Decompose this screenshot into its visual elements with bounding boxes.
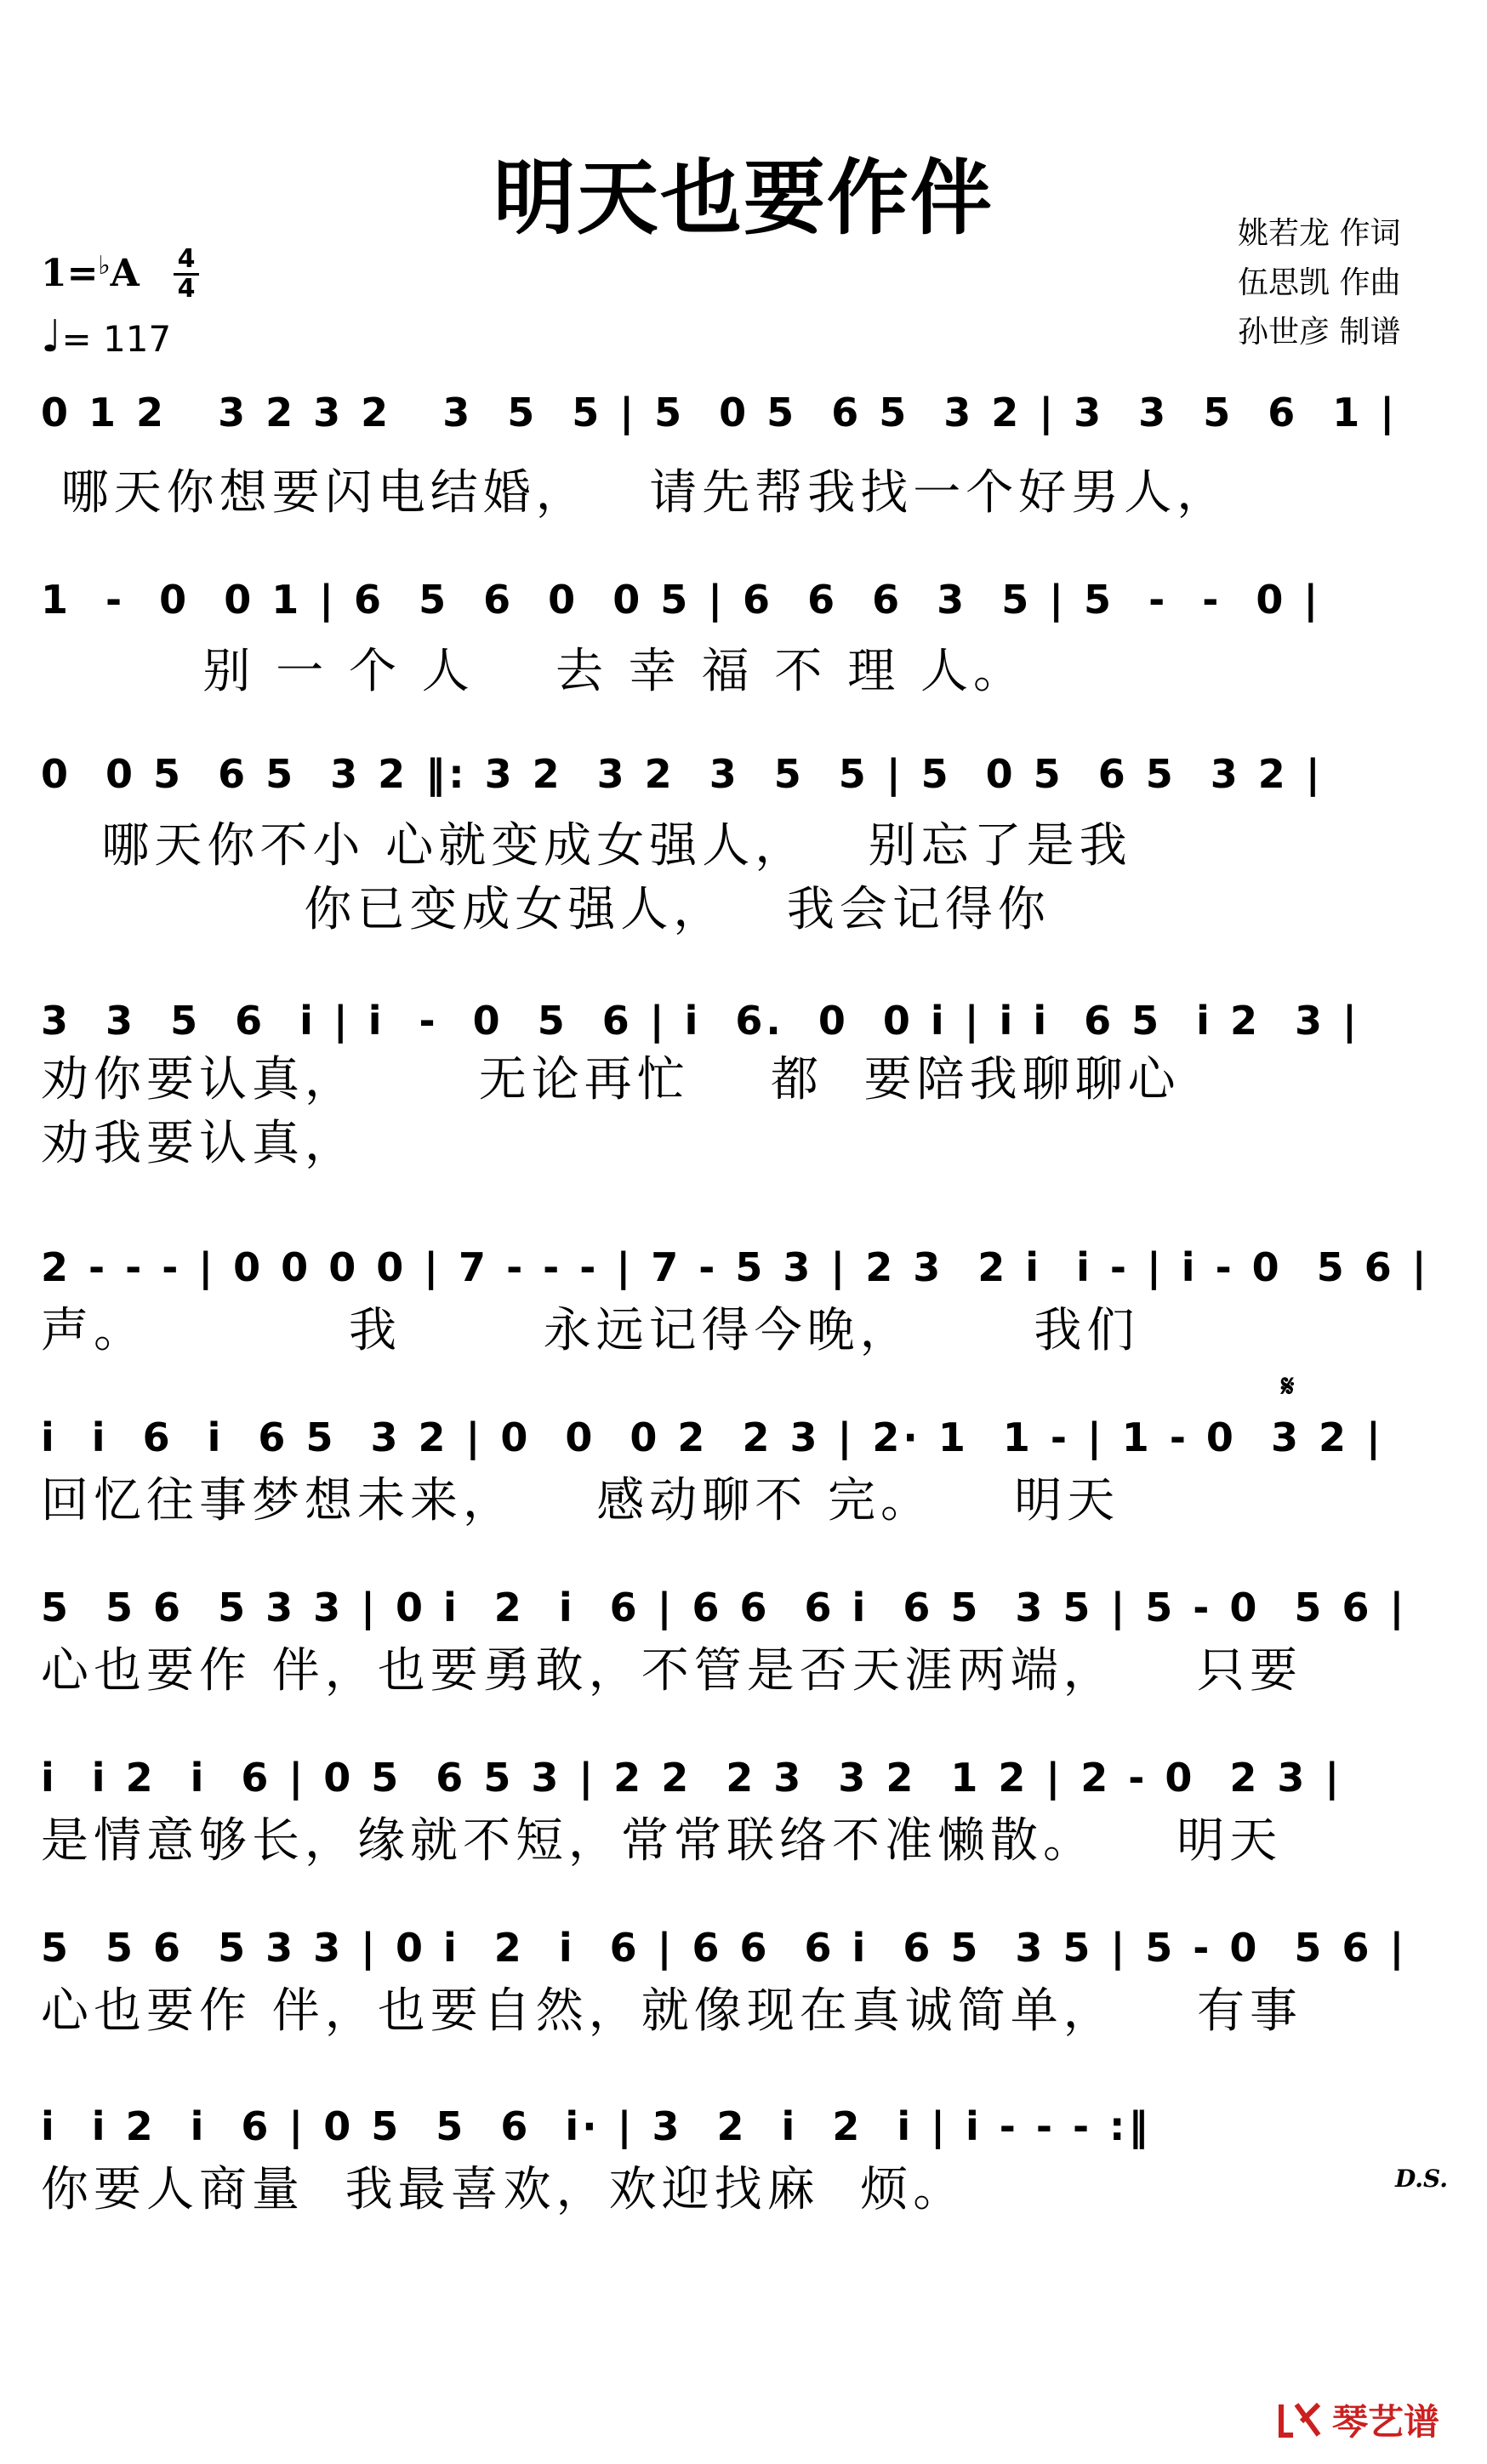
- flat-symbol: ♭: [98, 251, 111, 281]
- lyrics-line: 你要人商量 我最喜欢，欢迎找麻 烦。: [41, 2162, 966, 2217]
- logo-icon: [1276, 2396, 1324, 2444]
- dal-segno-marking: D.S.: [1395, 2165, 1449, 2193]
- notes-line: i i 2 i 6 | 0 5 6 5 3 | 2 2 2 3 3 2 1 2 | 2 - 0 2 3 |: [41, 1755, 1343, 1801]
- segno-icon: 𝄋: [1281, 1369, 1295, 1404]
- brand-logo: [1276, 2390, 1480, 2450]
- composer-credit: 伍思凯 作曲: [1238, 265, 1401, 300]
- lyrics-line: 哪天你想要闪电结婚， 请先帮我找一个好男人，: [41, 465, 1230, 521]
- notes-line: 5 5 6 5 3 3 | 0 i 2 i 6 | 6 6 6 i 6 5 3 5 | 5 - 0 5 6 |: [41, 1925, 1408, 1971]
- tempo-value: = 117: [61, 318, 172, 360]
- lyrics-line: 心也要作 伴，也要勇敢，不管是否天涯两端， 只要: [41, 1643, 1303, 1699]
- lyricist-credit: 姚若龙 作词: [1238, 216, 1401, 251]
- logo-text: 琴艺谱: [1332, 2401, 1440, 2443]
- tempo-marking: [41, 311, 172, 362]
- credits: [1238, 209, 1484, 357]
- lyrics-line: 劝我要认真，: [41, 1116, 357, 1171]
- lyrics-line: 哪天你不小 心就变成女强人， 别忘了是我: [41, 818, 1132, 873]
- notes-line: 2 - - - | 0 0 0 0 | 7 - - - | 7 - 5 3 | 2 3 2 i i - | i - 0 5 6 |: [41, 1244, 1430, 1290]
- lyrics-line: 是情意够长，缘就不短，常常联络不准懒散。 明天: [41, 1813, 1283, 1869]
- notes-line: 3 3 5 6 i | i - 0 5 6 | i 6. 0 0 i | i i 6 5 i 2 3 |: [41, 998, 1360, 1044]
- lyrics-line: 劝你要认真， 无论再忙 都 要陪我聊聊心: [41, 1052, 1181, 1107]
- notes-line: i i 6 i 6 5 3 2 | 0 0 0 2 2 3 | 2· 1 1 - | 1 - 0 3 2 |: [41, 1414, 1384, 1460]
- lyrics-line: 别 一 个 人 去 幸 福 不 理 人。: [41, 644, 1027, 699]
- meter-top: 4: [177, 244, 196, 274]
- time-signature: [174, 244, 199, 304]
- meter-bottom: 4: [177, 274, 196, 304]
- lyrics-line: 声。 我 永远记得今晚， 我们: [41, 1303, 1140, 1358]
- key-note: A: [110, 252, 140, 295]
- notes-line: 1 - 0 0 1 | 6 5 6 0 0 5 | 6 6 6 3 5 | 5 - - 0 |: [41, 577, 1322, 623]
- key-prefix: 1=: [41, 252, 99, 295]
- page-title: 明天也要作伴: [493, 151, 994, 246]
- quarter-note-icon: ♩: [41, 311, 62, 362]
- notes-line: 0 0 5 6 5 3 2 ‖: 3 2 3 2 3 5 5 | 5 0 5 6 5 3 2 |: [41, 751, 1324, 797]
- lyrics-line: 你已变成女强人， 我会记得你: [41, 882, 1051, 937]
- lyrics-line: 回忆往事梦想未来， 感动聊不 完。 明天: [41, 1473, 1120, 1528]
- notes-line: 5 5 6 5 3 3 | 0 i 2 i 6 | 6 6 6 i 6 5 3 5 | 5 - 0 5 6 |: [41, 1585, 1408, 1630]
- notes-line: i i 2 i 6 | 0 5 5 6 i· | 3 2 i 2 i | i - - - :‖: [41, 2103, 1152, 2149]
- notes-line: 0 1 2 3 2 3 2 3 5 5 | 5 0 5 6 5 3 2 | 3 3 5 6 1 |: [41, 390, 1399, 435]
- arranger-credit: 孙世彦 制谱: [1238, 315, 1401, 350]
- key-signature: [41, 251, 140, 295]
- lyrics-line: 心也要作 伴，也要自然，就像现在真诚简单， 有事: [41, 1983, 1303, 2039]
